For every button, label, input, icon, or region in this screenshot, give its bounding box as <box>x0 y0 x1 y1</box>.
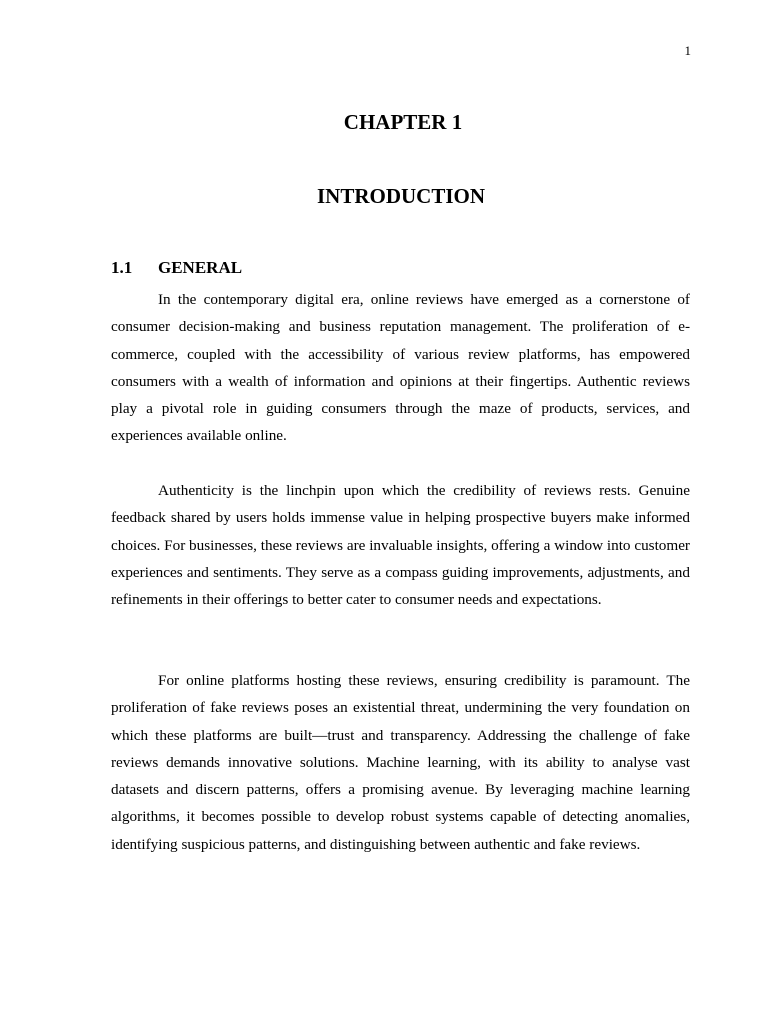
section-number: 1.1 <box>111 258 133 277</box>
section-title: GENERAL <box>158 258 243 277</box>
paragraph: For online platforms hosting these reviews, ensuring credibility is paramount. The proliferation of fake reviews poses an existential threat, undermining the very foundation on which these platforms are built—trust and transparency. Addressing the challenge of fake reviews demands innovative solutions. Machine learning, with its ability to analyse vast datasets and discern patterns, offers a promising avenue. By leveraging machine learning algorithms, it becomes possible to develop robust systems capable of detecting anomalies, identifying suspicious patterns, and distinguishing between authentic and fake reviews. <box>111 672 690 853</box>
chapter-title: INTRODUCTION <box>316 184 486 208</box>
page-number: 1 <box>684 43 691 58</box>
section-heading <box>111 256 242 280</box>
paragraph: In the contemporary digital era, online reviews have emerged as a cornerstone of consumer decision-making and business reputation management. The proliferation of e-commerce, coupled with the accessibility of various review platforms, has empowered consumers with a wealth of information and opinions at their fingertips. Authentic reviews play a pivotal role in guiding consumers through the maze of products, services, and experiences available online. <box>111 291 690 445</box>
paragraph: Authenticity is the linchpin upon which the credibility of reviews rests. Genuine feedback shared by users holds immense value in helping prospective buyers make informed choices. For businesses, these reviews are invaluable insights, offering a window into customer experiences and sentiments. They serve as a compass guiding improvements, adjustments, and refinements in their offerings to better cater to consumer needs and expectations. <box>111 482 690 609</box>
chapter-label: CHAPTER 1 <box>343 110 463 134</box>
